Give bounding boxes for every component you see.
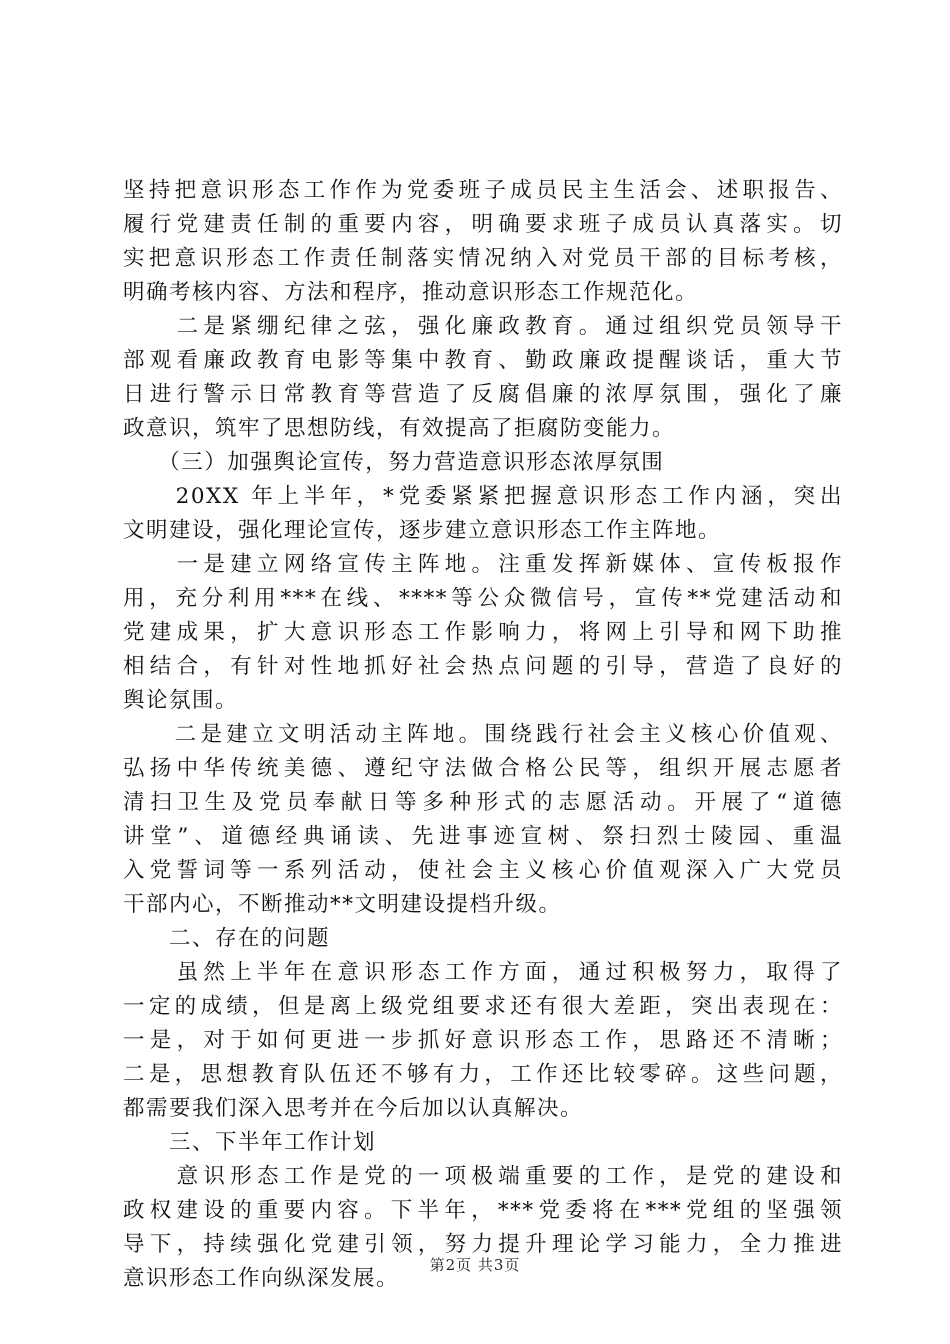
text-line: 一是建立网络宣传主阵地。注重发挥新媒体、宣传板报作 [123, 552, 843, 577]
text-line: （三）加强舆论宣传，努力营造意识形态浓厚氛围 [123, 450, 665, 475]
text-line: 日进行警示日常教育等营造了反腐倡廉的浓厚氛围，强化了廉 [123, 382, 843, 407]
text-line: 部观看廉政教育电影等集中教育、勤政廉政提醒谈话，重大节 [123, 348, 843, 373]
text-line: 弘扬中华传统美德、遵纪守法做合格公民等，组织开展志愿者 [123, 756, 843, 781]
text-line: 虽然上半年在意识形态工作方面，通过积极努力，取得了 [123, 960, 843, 985]
text-line: 三、下半年工作计划 [123, 1130, 377, 1155]
text-line: 政权建设的重要内容。下半年，***党委将在***党组的坚强领 [123, 1198, 843, 1223]
text-line: 讲堂”、道德经典诵读、先进事迹宣树、祭扫烈士陵园、重温 [123, 824, 843, 849]
text-line: 政意识，筑牢了思想防线，有效提高了拒腐防变能力。 [123, 416, 676, 441]
text-line: 相结合，有针对性地抓好社会热点问题的引导，营造了良好的 [123, 654, 843, 679]
text-line: 坚持把意识形态工作作为党委班子成员民主生活会、述职报告、 [123, 178, 843, 203]
text-line: 一是，对于如何更进一步抓好意识形态工作，思路还不清晰； [123, 1028, 843, 1053]
text-line: 舆论氛围。 [123, 688, 239, 713]
document-body [123, 174, 843, 1296]
text-line: 二是紧绷纪律之弦，强化廉政教育。通过组织党员领导干 [123, 314, 843, 339]
text-line: 文明建设，强化理论宣传，逐步建立意识形态工作主阵地。 [123, 518, 722, 543]
text-line: 都需要我们深入思考并在今后加以认真解决。 [123, 1096, 584, 1121]
text-line: 入党誓词等一系列活动，使社会主义核心价值观深入广大党员 [123, 858, 843, 883]
text-line: 用，充分利用***在线、****等公众微信号，宣传**党建活动和 [123, 586, 843, 611]
text-line: 一定的成绩，但是离上级党组要求还有很大差距，突出表现在： [123, 994, 843, 1019]
page-footer: 第2页 共3页 [429, 1256, 521, 1274]
text-line: 二是，思想教育队伍还不够有力，工作还比较零碎。这些问题， [123, 1062, 843, 1087]
text-line: 干部内心，不断推动**文明建设提档升级。 [123, 892, 562, 917]
text-line: 意识形态工作是党的一项极端重要的工作，是党的建设和 [123, 1164, 843, 1189]
text-line: 20XX 年上半年，*党委紧紧把握意识形态工作内涵，突出 [123, 484, 843, 509]
text-line: 履行党建责任制的重要内容，明确要求班子成员认真落实。切 [123, 212, 843, 237]
text-line: 清扫卫生及党员奉献日等多种形式的志愿活动。开展了“道德 [123, 790, 843, 815]
text-line: 党建成果，扩大意识形态工作影响力，将网上引导和网下助推 [123, 620, 843, 645]
text-line: 二是建立文明活动主阵地。围绕践行社会主义核心价值观、 [123, 722, 843, 747]
text-line: 二、存在的问题 [123, 926, 331, 951]
text-line: 意识形态工作向纵深发展。 [123, 1266, 400, 1291]
text-line: 明确考核内容、方法和程序，推动意识形态工作规范化。 [123, 280, 699, 305]
text-line: 实把意识形态工作责任制落实情况纳入对党员干部的目标考核， [123, 246, 843, 271]
text-line: 导下，持续强化党建引领，努力提升理论学习能力，全力推进 [123, 1232, 843, 1257]
